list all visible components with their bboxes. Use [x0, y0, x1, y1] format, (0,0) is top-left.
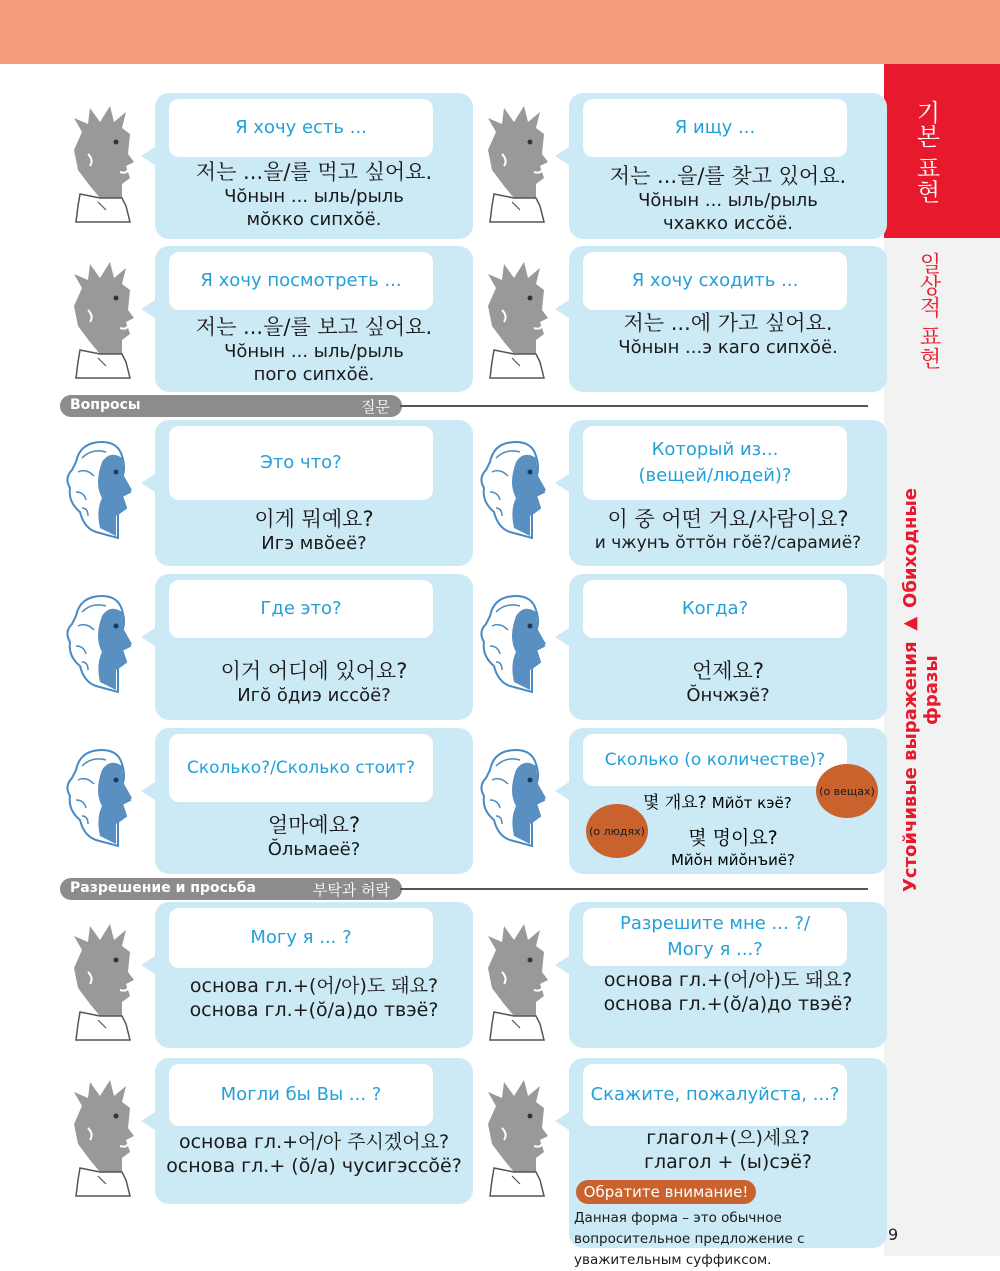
note-label: Обратите внимание!: [576, 1180, 756, 1204]
girl-avatar-icon: [60, 428, 146, 558]
phrase-korean: 이 중 어떤 거요/사람이요?: [607, 507, 849, 531]
girl-avatar-icon: [60, 582, 146, 712]
phrase-korean: основа гл.+어/아 주시겠어요?: [178, 1131, 450, 1153]
count-people-line: [653, 826, 813, 870]
phrase-card-title: [583, 426, 847, 500]
side-tab-red-label: 기본 표현: [912, 100, 940, 204]
phrase-korean: 저는 ...을/를 보고 싶어요.: [195, 315, 433, 339]
girl-avatar-icon: [474, 736, 560, 866]
phrase-card-title: Скажите, пожалуйста, ...?: [583, 1064, 847, 1126]
phrase-card-want-see: [155, 246, 473, 392]
page-number: 9: [888, 1225, 899, 1244]
girl-avatar-icon: [60, 736, 146, 866]
phrase-card-when: [569, 574, 887, 720]
phrase-card-may-i: [155, 902, 473, 1048]
phrase-card-title: [583, 908, 847, 966]
phrase-transliteration: пого сипхŏё.: [253, 364, 375, 385]
phrase-korean: 저는 ...을/를 먹고 싶어요.: [195, 160, 433, 184]
phrase-korean: 이게 뭐예요?: [254, 507, 374, 531]
phrase-card-what-is-this: [155, 420, 473, 566]
side-tab-gray-ru-label: Устойчивые выражения ▶ Обиходные фразы: [900, 488, 942, 892]
phrase-transliteration: Мйŏт кэё?: [711, 794, 792, 812]
phrase-card-title: Я хочу посмотреть ...: [169, 252, 433, 310]
phrase-card-title-line: (вещей/людей)?: [638, 465, 792, 486]
girl-avatar-icon: [474, 428, 560, 558]
phrase-card-title: Где это?: [169, 580, 433, 638]
note-text: Данная форма – это обычное вопросительное предложение с уважительным суффиксом.: [574, 1210, 805, 1268]
phrase-transliteration: Игэ мвŏеё?: [261, 533, 367, 554]
phrase-korean: основа гл.+(어/아)도 돼요?: [603, 969, 853, 991]
phrase-card-title-line: Который из...: [651, 439, 779, 460]
phrase-card-allow-me: [569, 902, 887, 1048]
phrase-korean: 얼마예요?: [267, 813, 361, 837]
phrase-korean: 언제요?: [691, 659, 764, 683]
boy-avatar-icon: [474, 916, 560, 1046]
phrase-card-want-eat: [155, 93, 473, 239]
phrase-card-title: Могли бы Вы ... ?: [169, 1064, 433, 1126]
phrase-card-title: Я хочу сходить ...: [583, 252, 847, 310]
boy-avatar-icon: [60, 916, 146, 1046]
section-title-ru: Разрешение и просьба: [70, 880, 256, 896]
phrase-transliteration: Мйŏн мйŏнъиё?: [670, 851, 796, 869]
phrase-card-title: Сколько?/Сколько стоит?: [169, 734, 433, 802]
phrase-card-where-is-it: [155, 574, 473, 720]
top-band: [0, 0, 1000, 64]
boy-avatar-icon: [474, 98, 560, 228]
section-header-questions: [60, 395, 402, 417]
section-divider: [400, 888, 868, 890]
phrase-transliteration: Чŏнын ... ыль/рыль: [638, 190, 818, 211]
phrase-card-which-one: [569, 420, 887, 566]
phrase-transliteration: Игŏ ŏдиэ иссŏё?: [237, 685, 391, 706]
phrase-korean: основа гл.+(어/아)도 돼요?: [189, 975, 439, 997]
section-title-ko: 부탁과 허락: [312, 881, 390, 899]
boy-avatar-icon: [60, 98, 146, 228]
phrase-card-title: Я хочу есть ...: [169, 99, 433, 157]
section-title-ko: 질문: [361, 398, 390, 416]
phrase-card-looking-for: [569, 93, 887, 239]
phrase-transliteration: Ŏнчжэё?: [686, 685, 770, 706]
phrase-transliteration: Чŏнын ... ыль/рыль: [224, 341, 404, 362]
boy-avatar-icon: [60, 254, 146, 384]
phrase-card-title-line: Могу я ...?: [667, 939, 763, 960]
phrase-card-title: Могу я ... ?: [169, 908, 433, 968]
phrase-card-title: Я ищу ...: [583, 99, 847, 157]
phrase-card-title: Когда?: [583, 580, 847, 638]
boy-avatar-icon: [60, 1072, 146, 1202]
oval-label-things: (о вещах): [816, 764, 878, 818]
oval-label-people: (о людях): [586, 804, 648, 858]
phrase-transliteration: глагол + (ы)сэё?: [644, 1151, 812, 1173]
phrase-card-could-you: [155, 1058, 473, 1204]
phrase-card-how-much: [155, 728, 473, 874]
section-header-permission: [60, 878, 402, 900]
phrase-card-title-line: Разрешите мне ... ?/: [619, 913, 811, 934]
phrase-card-title: Сколько (о количестве)?: [583, 734, 847, 786]
phrase-transliteration: Чŏнын ... ыль/рыль: [224, 186, 404, 207]
boy-avatar-icon: [474, 1072, 560, 1202]
section-divider: [400, 405, 868, 407]
phrase-transliteration: мŏкко сипхŏё.: [246, 209, 382, 230]
phrase-korean: 이거 어디에 있어요?: [220, 659, 408, 683]
phrase-transliteration: основа гл.+ (ŏ/а) чусигэссŏё?: [166, 1155, 462, 1177]
girl-avatar-icon: [474, 582, 560, 712]
phrase-card-want-go: [569, 246, 887, 392]
phrase-korean: 저는 ...을/를 찾고 있어요.: [609, 164, 847, 188]
side-tab-gray-ko-label: 일상적 표현: [916, 251, 941, 369]
phrase-transliteration: и чжунъ ŏттŏн гŏё?/сарамиё?: [594, 533, 862, 553]
section-title-ru: Вопросы: [70, 397, 141, 413]
phrase-korean: 몇 개요?: [643, 793, 707, 813]
phrase-korean: 몇 명이요?: [688, 827, 778, 849]
phrase-transliteration: Ŏльмаеё?: [267, 839, 361, 860]
phrase-transliteration: чхакко иссŏё.: [662, 213, 794, 234]
boy-avatar-icon: [474, 254, 560, 384]
phrase-transliteration: основа гл.+(ŏ/а)до твэё?: [603, 993, 853, 1015]
phrase-transliteration: Чŏнын ...э каго сипхŏё.: [618, 337, 838, 358]
phrase-korean: глагол+(으)세요?: [646, 1127, 810, 1149]
phrase-korean: 저는 ...에 가고 싶어요.: [623, 311, 833, 335]
phrase-transliteration: основа гл.+(ŏ/а)до твэё?: [189, 999, 439, 1021]
phrase-card-title: Это что?: [169, 426, 433, 500]
